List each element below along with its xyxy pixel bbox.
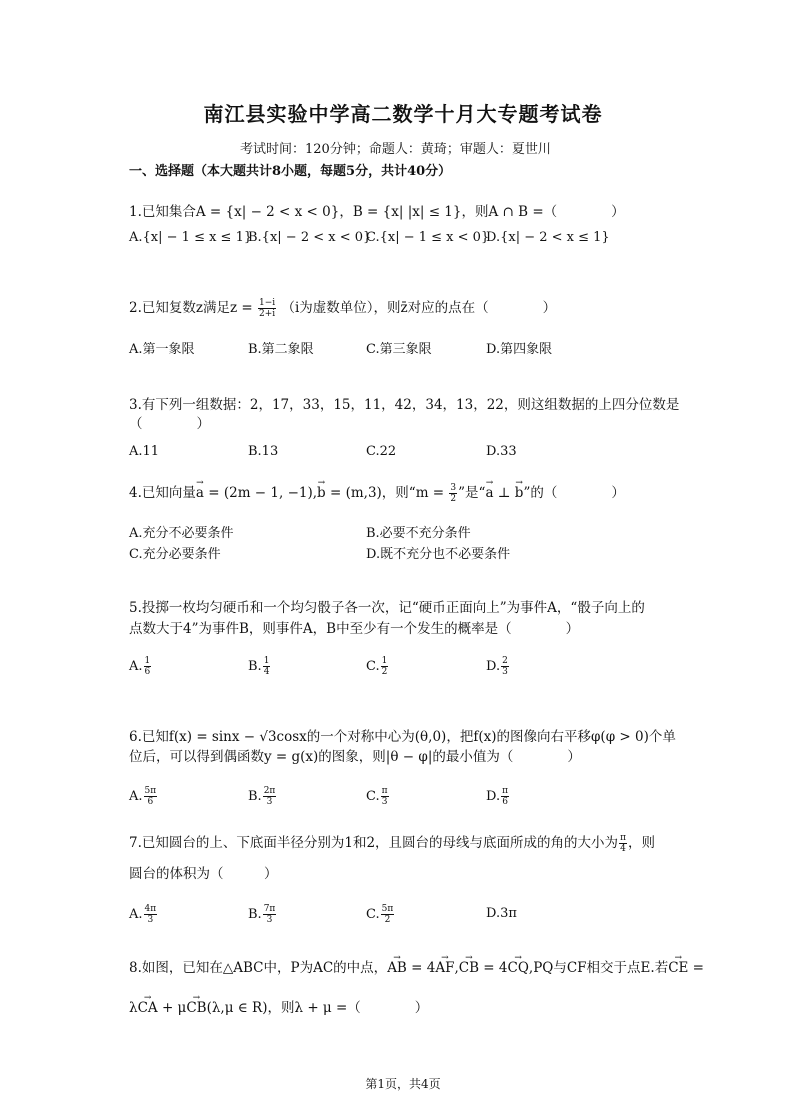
question-2-option-b: B.第二象限 (248, 342, 314, 357)
fraction-denominator: 2 (450, 494, 457, 504)
fraction-denominator: 4 (620, 844, 626, 854)
question-4-stem-f: ”的（ ） (523, 485, 625, 501)
vector-af: → AF (435, 958, 454, 978)
fraction-denominator: 2 (381, 667, 388, 677)
question-7-option-a (129, 904, 158, 925)
fraction-numerator: 1 (263, 656, 270, 666)
option-fraction (501, 656, 509, 677)
fraction-denominator: 6 (147, 797, 154, 807)
section-title: 一、选择题（本大题共计8小题，每题5分，共计40分） (129, 164, 452, 179)
fraction-numerator: 1 (381, 656, 388, 666)
question-3-stem-line-2: （ ） (129, 416, 210, 432)
option-fraction (263, 904, 277, 925)
fraction-denominator: 3 (502, 667, 508, 677)
question-8-mu: + μ (157, 1000, 187, 1016)
question-6-option-d (486, 786, 510, 807)
question-1-option-d: D.{x| − 2 < x ≤ 1} (486, 230, 610, 245)
question-7-option-b (248, 904, 277, 925)
fraction-denominator: 2 (384, 915, 391, 925)
question-8-stem-a: 8.如图，已知在△ABC中，P为AC的中点， (129, 960, 388, 976)
question-7-fraction (619, 833, 627, 854)
question-4-stem-d: ”是“ (458, 485, 486, 501)
option-label: A. (129, 659, 143, 674)
fraction-numerator: 2π (263, 786, 276, 796)
vector-cb-2: → CB (186, 998, 206, 1018)
fraction-numerator: 5π (144, 786, 157, 796)
question-3-option-d: D.33 (486, 444, 517, 459)
option-fraction (263, 786, 277, 807)
option-label: C. (366, 789, 380, 804)
question-4-option-a: A.充分不必要条件 (129, 526, 234, 541)
option-fraction (144, 786, 158, 807)
question-5-stem-line-1: 5.投掷一枚均匀硬币和一个均匀骰子各一次，记“硬币正面向上”为事件A，“骰子向上的 (129, 600, 645, 616)
question-8-stem-tail: (λ,μ ∈ R)，则λ + μ =（ ） (206, 1000, 429, 1016)
option-fraction (381, 786, 389, 807)
option-fraction (144, 904, 158, 925)
question-4-stem-a: 4.已知向量 (129, 485, 196, 501)
question-8-comma: , (454, 960, 459, 976)
fraction-denominator: 3 (266, 915, 273, 925)
question-8-stem-b: ,PQ与CF相交于点E.若 (528, 960, 669, 976)
page-title: 南江县实验中学高二数学十月大专题考试卷 (203, 102, 603, 126)
vector-b: → b (317, 483, 326, 503)
question-7-stem-line-1 (129, 833, 655, 854)
question-3-option-b: B.13 (248, 444, 279, 459)
question-7-stem-a: 7.已知圆台的上、下底面半径分别为1和2，且圆台的母线与底面所成的角的大小为 (129, 835, 619, 851)
question-2-option-a: A.第一象限 (129, 342, 195, 357)
question-4-stem (129, 483, 625, 504)
question-8-eq-1: = 4 (406, 960, 436, 976)
question-4-option-b: B.必要不充分条件 (366, 526, 471, 541)
fraction-denominator: 2+i (259, 309, 276, 319)
fraction-numerator: 1 (144, 656, 151, 666)
question-4-fraction (449, 483, 457, 504)
question-8-stem-line-1 (129, 958, 704, 978)
vector-b-repeat: → b (515, 483, 524, 503)
vector-a-repeat: → a (485, 483, 493, 503)
fraction-denominator: 3 (266, 797, 273, 807)
option-label: D. (486, 789, 501, 804)
question-4-stem-b: = (2m − 1, −1), (203, 485, 318, 501)
option-label: B. (248, 659, 262, 674)
question-1-option-b: B.{x| − 2 < x < 0} (248, 230, 372, 245)
fraction-numerator: π (620, 833, 626, 843)
question-2-stem-a: 2.已知复数z满足z = (129, 300, 253, 316)
vector-cb: → CB (459, 958, 479, 978)
option-text: 3π (500, 906, 517, 921)
fraction-denominator: 3 (147, 915, 154, 925)
option-label: A. (129, 789, 143, 804)
option-fraction (381, 904, 395, 925)
question-7-stem-line-2: 圆台的体积为（ ） (129, 866, 278, 882)
vector-ce: → CE (668, 958, 688, 978)
question-5-option-c (366, 656, 389, 677)
fraction-numerator: 4π (144, 904, 157, 914)
option-label: D. (486, 906, 501, 921)
option-label: C. (366, 659, 380, 674)
fraction-numerator: 2 (502, 656, 508, 666)
page-footer: 第1页，共4页 (365, 1077, 441, 1091)
question-2-stem (129, 298, 556, 319)
question-3-stem-line-1: 3.有下列一组数据：2，17，33，15，11，42，34，13，22，则这组数据的上四分位数是 (129, 397, 680, 413)
question-5-option-b (248, 656, 271, 677)
option-label: C. (366, 907, 380, 922)
option-label: A. (129, 907, 143, 922)
fraction-numerator: 7π (263, 904, 276, 914)
question-8-stem-line-2 (129, 998, 428, 1018)
question-1-option-a: A.{x| − 1 ≤ x ≤ 1} (129, 230, 253, 245)
question-8-eq-2: = 4 (479, 960, 508, 976)
question-5-option-a (129, 656, 152, 677)
question-5-stem-line-2: 点数大于4”为事件B，则事件A，B中至少有一个发生的概率是（ ） (129, 621, 580, 637)
question-4-option-d: D.既不充分也不必要条件 (366, 547, 511, 562)
question-1-stem: 1.已知集合A = {x| − 2 < x < 0}，B = {x| |x| ≤ 1}，则A ∩ B =（ ） (129, 204, 625, 220)
question-4-stem-e: ⊥ (493, 485, 515, 501)
question-2-option-c: C.第三象限 (366, 342, 432, 357)
option-fraction (263, 656, 271, 677)
option-fraction (381, 656, 389, 677)
fraction-numerator: π (502, 786, 509, 796)
question-2-option-d: D.第四象限 (486, 342, 553, 357)
question-5-option-d (486, 656, 510, 677)
fraction-numerator: 5π (381, 904, 394, 914)
option-fraction (501, 786, 509, 807)
question-3-option-a: A.11 (129, 444, 160, 459)
option-label: B. (248, 907, 262, 922)
fraction-denominator: 6 (502, 797, 508, 807)
question-6-stem-line-1: 6.已知f(x) = sinx − √3cosx的一个对称中心为(θ,0)，把f(x)的图像向右平移φ(φ > 0)个单 (129, 729, 676, 745)
question-7-stem-b: ，则 (627, 835, 655, 851)
option-fraction (144, 656, 152, 677)
question-7-option-d (486, 906, 517, 921)
fraction-denominator: 3 (381, 797, 388, 807)
question-4-option-c: C.充分必要条件 (129, 547, 221, 562)
vector-cq: → CQ (508, 958, 529, 978)
fraction-numerator: 1−i (259, 298, 276, 308)
question-6-option-b (248, 786, 277, 807)
question-8-stem-c: = (688, 960, 704, 976)
question-6-stem-line-2: 位后，可以得到偶函数y = g(x)的图象，则|θ − φ|的最小值为（ ） (129, 749, 581, 765)
exam-info: 考试时间：120分钟；命题人：黄琦；审题人：夏世川 (240, 142, 551, 157)
fraction-numerator: 3 (450, 483, 457, 493)
question-4-stem-c: = (m,3)，则“m = (325, 485, 445, 501)
question-3-option-c: C.22 (366, 444, 397, 459)
option-label: D. (486, 659, 501, 674)
vector-a: → a (196, 483, 204, 503)
question-6-option-a (129, 786, 158, 807)
question-8-lambda: λ (129, 1000, 138, 1016)
vector-ca: → CA (138, 998, 158, 1018)
vector-ab: → AB (387, 958, 407, 978)
option-label: B. (248, 789, 262, 804)
fraction-numerator: π (381, 786, 388, 796)
question-2-stem-b: （i为虚数单位），则z̄对应的点在（ ） (281, 300, 557, 316)
question-6-option-c (366, 786, 390, 807)
fraction-denominator: 4 (263, 667, 270, 677)
question-1-option-c: C.{x| − 1 ≤ x < 0} (366, 230, 490, 245)
question-7-option-c (366, 904, 395, 925)
fraction-denominator: 6 (144, 667, 151, 677)
question-2-fraction (258, 298, 276, 319)
